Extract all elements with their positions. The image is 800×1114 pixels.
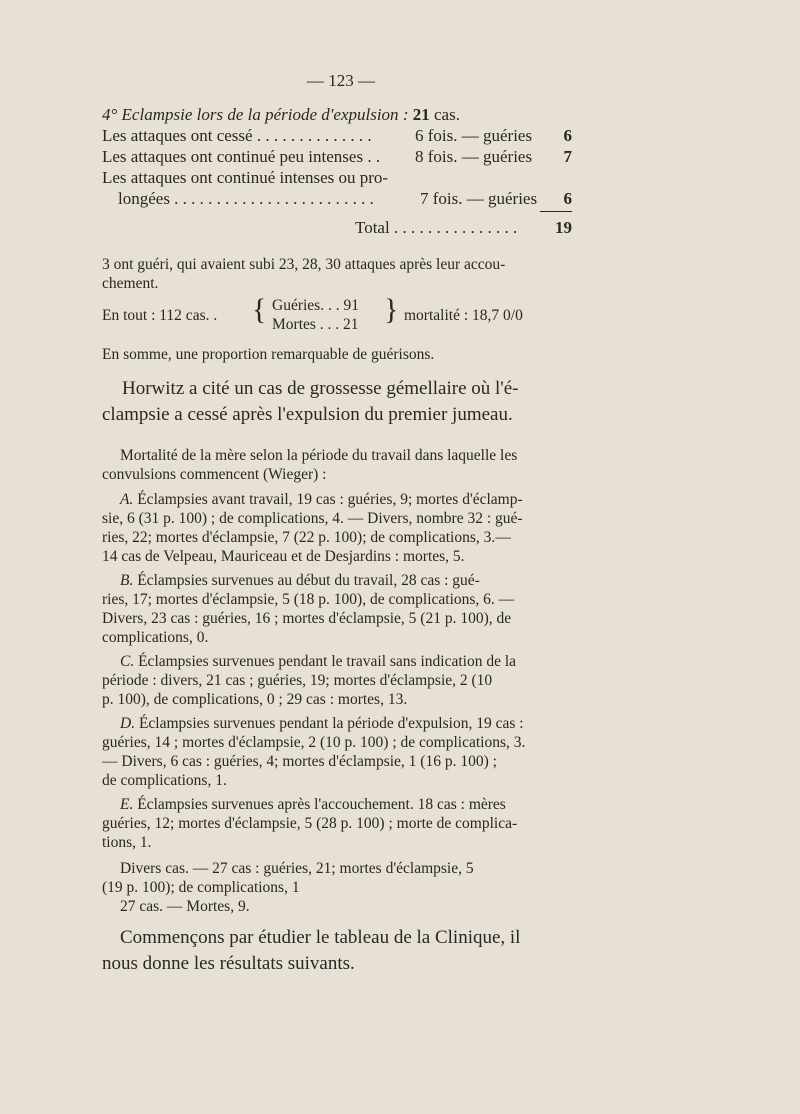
- horwitz-line: Horwitz a cité un cas de grossesse gémellaire où l'é-: [122, 378, 519, 399]
- divers-line: (19 p. 100); de complications, 1: [102, 879, 300, 896]
- mortality-intro-line: convulsions commencent (Wieger) :: [102, 466, 327, 483]
- mortality-intro-line: Mortalité de la mère selon la période du travail dans laquelle les: [120, 447, 518, 464]
- row-value: 7: [563, 147, 572, 166]
- summary-total: En tout : 112 cas. .: [102, 307, 218, 324]
- row-label: Les attaques ont continué peu intenses . .: [102, 147, 381, 166]
- paragraph-d-line: — Divers, 6 cas : guéries, 4; mortes d'éclampsie, 1 (16 p. 100) ;: [102, 753, 497, 770]
- paragraph-c-line: p. 100), de complications, 0 ; 29 cas : mortes, 13.: [102, 691, 408, 708]
- paragraph-e-text: Éclampsies survenues après l'accouchement. 18 cas : mères: [133, 796, 506, 813]
- summary-gueries: Guéries. . . 91: [272, 297, 359, 314]
- note-line: chement.: [102, 275, 159, 292]
- closing-line: nous donne les résultats suivants.: [102, 953, 355, 974]
- paragraph-d-line: guéries, 14 ; mortes d'éclampsie, 2 (10 p. 100) ; de complications, 3.: [102, 734, 526, 751]
- row-value: 6: [563, 189, 572, 208]
- paragraph-b-line: Divers, 23 cas : guéries, 16 ; mortes d'éclampsie, 5 (21 p. 100), de: [102, 610, 512, 627]
- row-label: longées . . . . . . . . . . . . . . . . . . . . . . . .: [118, 189, 374, 208]
- paragraph-a-line: 14 cas de Velpeau, Mauriceau et de Desjardins : mortes, 5.: [102, 548, 465, 565]
- section-heading-title: 4° Eclampsie lors de la période d'expulsion: [102, 105, 399, 124]
- paragraph-b-line: [120, 571, 480, 590]
- summary-mortalite: mortalité : 18,7 0/0: [404, 307, 523, 324]
- paragraph-d-line: de complications, 1.: [102, 772, 227, 789]
- row-label: Les attaques ont cessé . . . . . . . . . . . . . .: [102, 126, 372, 145]
- section-heading-colon: :: [398, 105, 409, 124]
- paragraph-a-line: sie, 6 (31 p. 100) ; de complications, 4. — Divers, nombre 32 : gué-: [102, 510, 523, 527]
- paragraph-e-letter: E.: [120, 796, 134, 813]
- row-value: 6: [563, 126, 572, 145]
- section-heading-unit: cas.: [429, 105, 460, 124]
- page-number: — 123 —: [307, 71, 375, 90]
- paragraph-b-line: complications, 0.: [102, 629, 209, 646]
- total-rule: [540, 211, 572, 212]
- paragraph-a-letter: A.: [120, 491, 134, 508]
- paragraph-b-line: ries, 17; mortes d'éclampsie, 5 (18 p. 100), de complications, 6. —: [102, 591, 515, 608]
- paragraph-e-line: guéries, 12; mortes d'éclampsie, 5 (28 p. 100) ; morte de complica-: [102, 815, 518, 832]
- paragraph-a-text: Éclampsies avant travail, 19 cas : guéries, 9; mortes d'éclamp-: [133, 491, 523, 508]
- paragraph-c-letter: C.: [120, 653, 135, 670]
- paragraph-e-line: tions, 1.: [102, 834, 152, 851]
- total-value: 19: [555, 218, 572, 237]
- paragraph-e-line: [120, 795, 506, 814]
- conclusion-text: En somme, une proportion remarquable de guérisons.: [102, 346, 435, 363]
- row-fois: 6 fois. — guéries: [415, 126, 533, 145]
- paragraph-c-line: période : divers, 21 cas ; guéries, 19; mortes d'éclampsie, 2 (10: [102, 672, 493, 689]
- paragraph-d-letter: D.: [120, 715, 136, 732]
- summary-mortes: Mortes . . . 21: [272, 316, 359, 333]
- note-line: 3 ont guéri, qui avaient subi 23, 28, 30 attaques après leur accou-: [102, 256, 506, 273]
- paragraph-b-letter: B.: [120, 572, 134, 589]
- divers-line: 27 cas. — Mortes, 9.: [120, 898, 250, 915]
- total-label: Total . . . . . . . . . . . . . . .: [355, 218, 518, 237]
- paragraph-b-text: Éclampsies survenues au début du travail, 28 cas : gué-: [133, 572, 480, 589]
- paragraph-a-line: [120, 490, 523, 509]
- horwitz-line: clampsie a cessé après l'expulsion du premier jumeau.: [102, 404, 513, 425]
- paragraph-c-text: Éclampsies survenues pendant le travail sans indication de la: [134, 653, 517, 670]
- paragraph-d-text: Éclampsies survenues pendant la période d'expulsion, 19 cas :: [135, 715, 524, 732]
- paragraph-c-line: [120, 652, 516, 671]
- section-heading: [102, 104, 460, 125]
- left-brace-icon: {: [252, 293, 267, 326]
- paragraph-d-line: [120, 714, 524, 733]
- divers-line: Divers cas. — 27 cas : guéries, 21; mortes d'éclampsie, 5: [120, 860, 474, 877]
- row-label: Les attaques ont continué intenses ou pro-: [102, 168, 389, 187]
- row-fois: 8 fois. — guéries: [415, 147, 533, 166]
- section-heading-count: 21: [408, 105, 430, 124]
- closing-line: Commençons par étudier le tableau de la Clinique, il: [120, 927, 521, 948]
- right-brace-icon: }: [384, 293, 399, 326]
- row-fois: 7 fois. — guéries: [420, 189, 538, 208]
- paragraph-a-line: ries, 22; mortes d'éclampsie, 7 (22 p. 100); de complications, 3.—: [102, 529, 511, 546]
